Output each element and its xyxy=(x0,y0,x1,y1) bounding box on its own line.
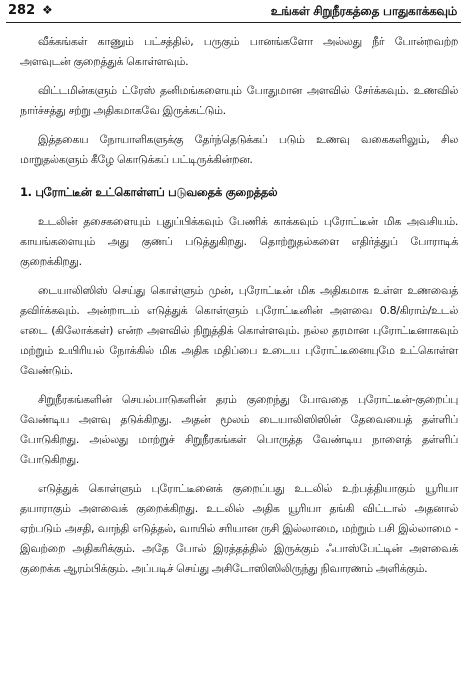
paragraph: டையாலிஸிஸ் செய்து கொள்ளும் முன், புரோட்டீன் மிக அதிகமாக உள்ள உணவைத் தவிர்க்கவும். அன்றாடம் எடுத்துக் கொள்ளும் புரோட்டீனின் அளவை 0.8/கிராம்/உடல் எடை (கிலோக்கள்) என்ற அளவில் நிறுத்திக் கொள்ளவும். நல்ல தரமான புரோட்டீனாகவும் மற்றும் உயிரியல் நோக்கில் மிக அதிக மதிப்பை உடைய புரோட்டீனையுமே உட்கொள்ள வேண்டும். xyxy=(20,284,458,377)
paragraph: விட்டமின்களும் ட்ரேஸ் தனிமங்களையும் போதுமான அளவில் சேர்க்கவும். உணவில் நார்ச்சத்து சற்று அதிகமாகவே இருக்கட்டும். xyxy=(20,84,458,117)
paragraph: வீக்கங்கள் காணும் பட்சத்தில், பருகும் பானங்களோ அல்லது நீர் போன்றவற்ற அளவுடன் குறைத்துக் கொள்ளவும். xyxy=(20,35,458,68)
page-number: 282 xyxy=(8,3,36,18)
paragraph: சிறுநீரகங்களின் செயல்பாடுகளின் தரம் குறைந்து போவதை புரோட்டீன்-குறைப்பு வேண்டிய அளவு தடுக்கிறது. அதன் மூலம் டையாலிஸிஸின் தேவையைத் தள்ளிப் போடுகிறது. அல்லது மாற்றுச் சிறுநீரகங்கள் பொருத்த வேண்டிய நாளைத் தள்ளிப் போடுகிறது. xyxy=(20,393,458,466)
paragraph: எடுத்துக் கொள்ளும் புரோட்டீனைக் குறைப்பது உடலில் உற்பத்தியாகும் யூரியா தயாராகும் அளவைக் குறைக்கிறது. உடலில் அதிக யூரியா தங்கி விட்டால் அதனால் ஏற்படும் அசதி, வாந்தி எடுத்தல், வாயில் சரியான ருசி இல்லாமை, மற்றும் பசி இல்லாமை - இவற்றை அதிகரிக்கும். அதே போல் இரத்தத்தில் இருக்கும் ஃபாஸ்பேட்டின் அளவைக் குறைக்க ஆரம்பிக்கும். அப்படிச் செய்து அசிடோஸிஸிலிருந்து நிவாரணம் அளிக்கும். xyxy=(20,482,458,575)
running-title: உங்கள் சிறுநீரகத்தை பாதுகாக்கவும் xyxy=(270,4,457,18)
paragraph: உடலின் தசைகளையும் புதுப்பிக்கவும் பேணிக் காக்கவும் புரோட்டீன் மிக அவசியம். காயங்களையும் அது குணப் படுத்துகிறது. தொற்றுதல்களை எதிர்த்துப் போராடிக் குறைக்கிறது. xyxy=(20,215,458,268)
page-body xyxy=(20,32,458,588)
running-header xyxy=(6,2,461,23)
section-heading: 1. புரோட்டீன் உட்கொள்ளப் படுவதைக் குறைத்தல் xyxy=(20,185,278,199)
ornament-icon: ❖ xyxy=(42,3,53,17)
paragraph: இத்தகைய நோயாளிகளுக்கு தேர்ந்தெடுக்கப் படும் உணவு வகைகளிலும், சில மாறுதல்களும் கீழே கொடுக்கப் பட்டிருக்கின்றன. xyxy=(20,133,458,166)
